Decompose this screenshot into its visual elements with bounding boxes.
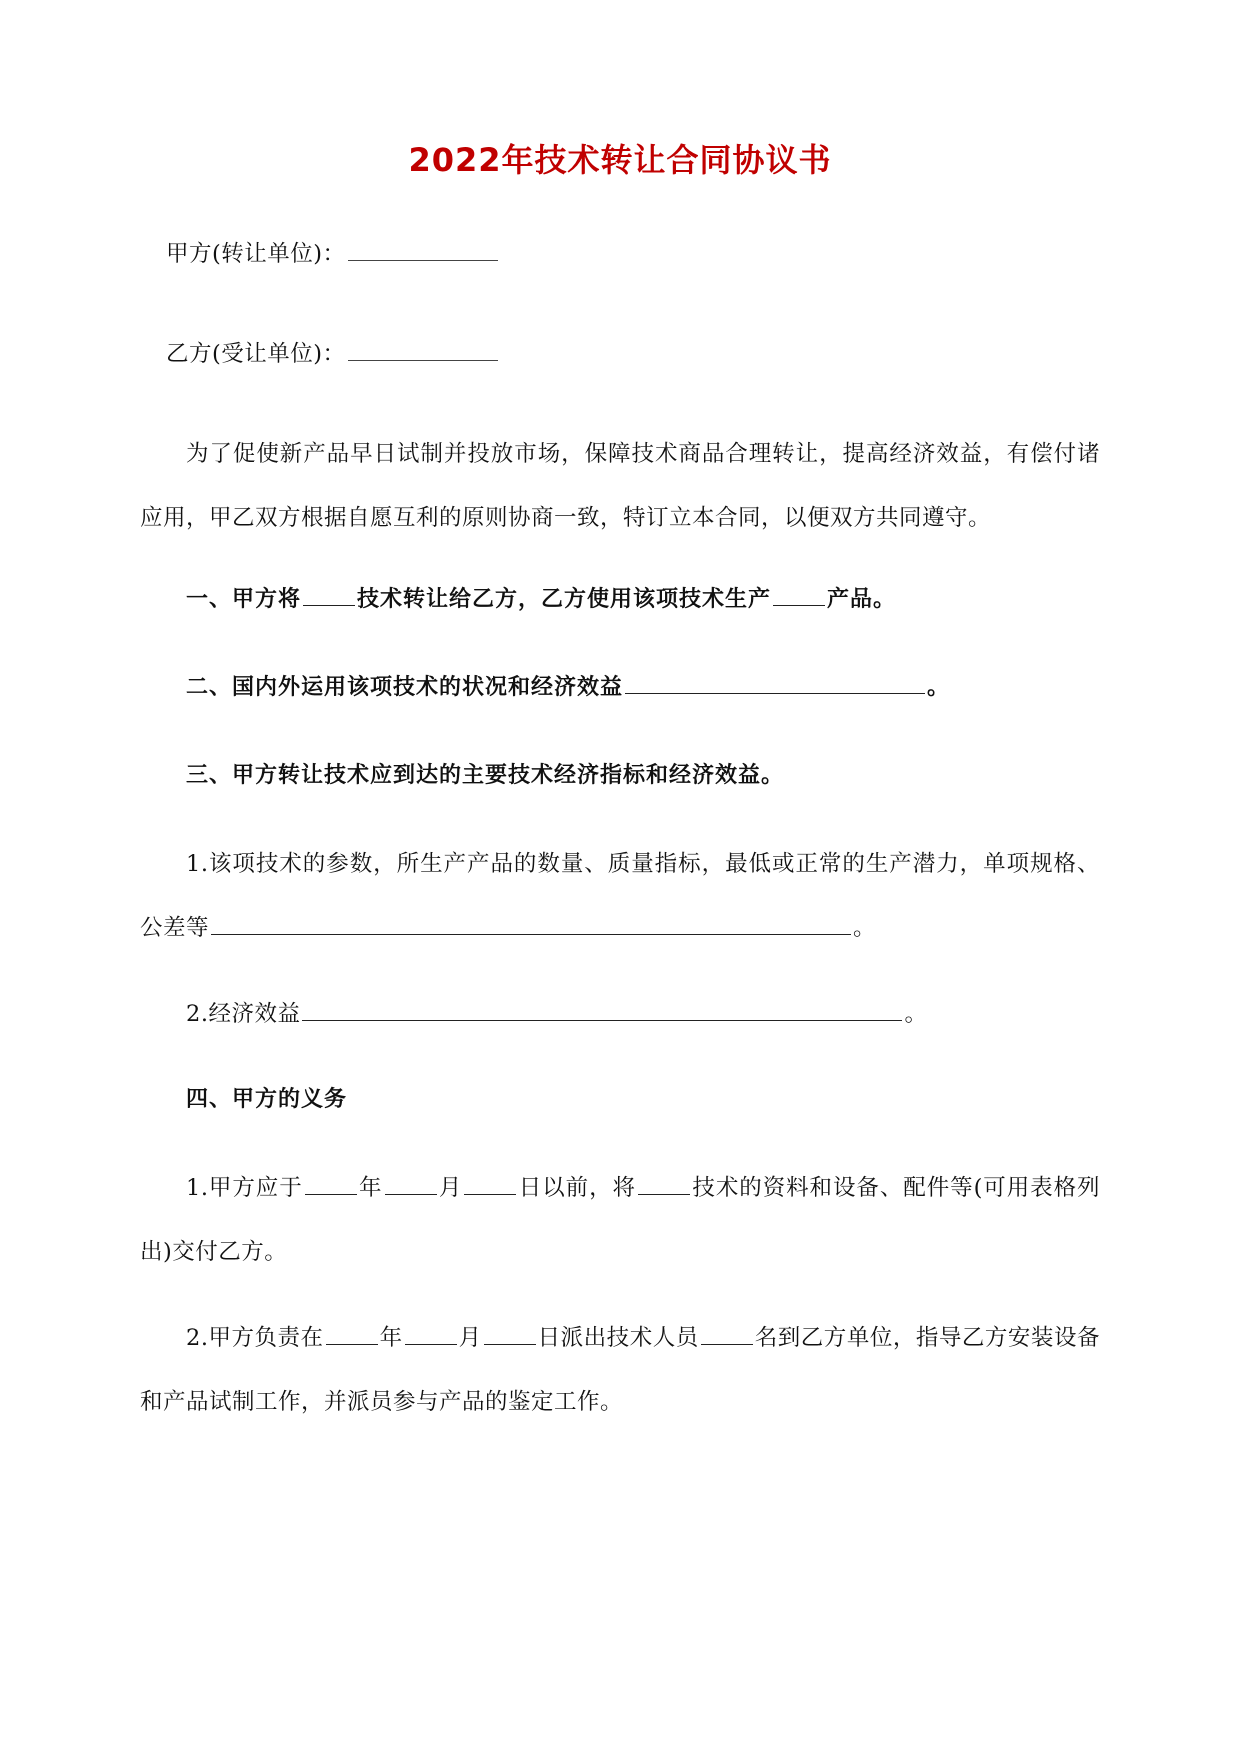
document-body xyxy=(140,222,1100,1434)
item-3-2-text-1: 2.经济效益 xyxy=(186,1000,301,1027)
item-4-2-text-5: 名到乙方单位，指导乙方安装设备和产品试制工作，并派员参与产品的鉴定工作。 xyxy=(140,1324,1100,1415)
item-4-2-text-1: 2.甲方负责在 xyxy=(186,1324,324,1351)
section-1-text-3: 产品。 xyxy=(827,586,897,612)
item-4-2-text-2: 年 xyxy=(379,1324,403,1351)
party-a-blank[interactable] xyxy=(348,236,498,261)
item-4-1-text-1: 1.甲方应于 xyxy=(186,1174,303,1201)
item-4-2-text-3: 月 xyxy=(458,1324,482,1351)
item-3-2-blank[interactable] xyxy=(302,996,902,1021)
item-4-2-blank-day[interactable] xyxy=(484,1320,536,1345)
item-4-2-blank-month[interactable] xyxy=(405,1320,457,1345)
item-3-2-text-2: 。 xyxy=(904,1000,928,1027)
item-3-2 xyxy=(140,982,1100,1046)
section-1-blank-2[interactable] xyxy=(773,582,825,606)
item-4-2 xyxy=(140,1306,1100,1434)
item-3-1 xyxy=(140,832,1100,960)
item-4-1-text-4: 日以前，将 xyxy=(518,1174,636,1201)
item-4-1-blank-year[interactable] xyxy=(305,1170,357,1195)
party-b-label: 乙方(受让单位)： xyxy=(166,340,346,367)
section-2-text-2: 。 xyxy=(927,674,951,700)
item-4-1-text-3: 月 xyxy=(438,1174,463,1201)
item-4-2-blank-count[interactable] xyxy=(701,1320,753,1345)
item-3-1-text-2: 。 xyxy=(853,914,877,941)
section-1-text-1: 一、甲方将 xyxy=(186,586,302,612)
item-4-1-text-2: 年 xyxy=(358,1174,383,1201)
item-4-1-blank-tech[interactable] xyxy=(638,1170,690,1195)
preamble-paragraph: 为了促使新产品早日试制并投放市场，保障技术商品合理转让，提高经济效益，有偿付诸应用，甲乙双方根据自愿互利的原则协商一致，特订立本合同，以便双方共同遵守。 xyxy=(140,440,1100,531)
item-3-1-blank[interactable] xyxy=(211,910,851,935)
party-a-line xyxy=(140,222,1100,286)
section-2-text-1: 二、国内外运用该项技术的状况和经济效益 xyxy=(186,674,624,700)
section-2-blank-1[interactable] xyxy=(625,670,925,694)
item-3-1-text-1: 1.该项技术的参数，所生产产品的数量、质量指标，最低或正常的生产潜力，单项规格、公差等 xyxy=(140,850,1100,941)
item-4-1-blank-day[interactable] xyxy=(464,1170,516,1195)
section-3-heading: 三、甲方转让技术应到达的主要技术经济指标和经济效益。 xyxy=(186,762,785,788)
item-4-1 xyxy=(140,1156,1100,1284)
party-b-line xyxy=(140,322,1100,386)
page-title: 2022年技术转让合同协议书 xyxy=(408,141,832,179)
party-b-blank[interactable] xyxy=(348,336,498,361)
item-4-2-text-4: 日派出技术人员 xyxy=(537,1324,699,1351)
section-1-heading xyxy=(140,568,1100,632)
item-4-2-blank-year[interactable] xyxy=(326,1320,378,1345)
section-1-blank-1[interactable] xyxy=(303,582,355,606)
item-4-1-text-5: 技术的资料和设备、配件等(可用表格列出)交付乙方。 xyxy=(140,1174,1100,1265)
section-4-heading: 四、甲方的义务 xyxy=(186,1086,348,1112)
section-2-heading xyxy=(140,656,1100,720)
item-4-1-blank-month[interactable] xyxy=(385,1170,437,1195)
party-a-label: 甲方(转让单位)： xyxy=(166,240,346,267)
section-1-text-2: 技术转让给乙方，乙方使用该项技术生产 xyxy=(357,586,772,612)
